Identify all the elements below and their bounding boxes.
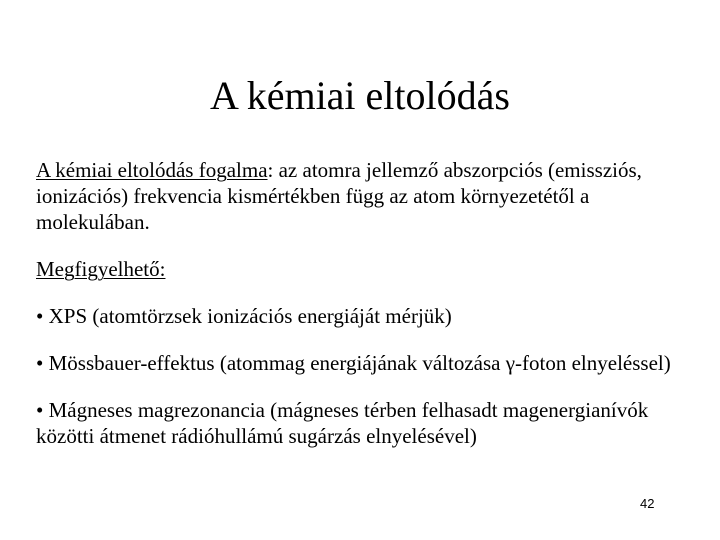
bullet-text: XPS (atomtörzsek ionizációs energiáját mérjük) <box>48 304 452 328</box>
bullet-item <box>36 397 686 449</box>
bullet-marker: • <box>36 398 44 422</box>
bullet-text: Mágneses magrezonancia (mágneses térben felhasadt magenergianívók közötti átmenet rádióhullámú sugárzás elnyelésével) <box>36 398 649 448</box>
page-number: 42 <box>640 496 655 511</box>
observable-heading <box>36 256 686 282</box>
observable-heading-text: Megfigyelhető: <box>36 257 166 281</box>
bullet-item <box>36 303 686 329</box>
bullet-item <box>36 350 686 376</box>
bullet-marker: • <box>36 351 44 375</box>
definition-term: A kémiai eltolódás fogalma <box>36 158 268 182</box>
slide-content <box>36 157 686 470</box>
bullet-text: Mössbauer-effektus (atommag energiájának változása γ-foton elnyeléssel) <box>48 351 671 375</box>
bullet-marker: • <box>36 304 44 328</box>
slide-title: A kémiai eltolódás <box>210 73 510 118</box>
definition-text: : az atomra jellemző abszorpciós (emissziós, ionizációs) frekvencia kismértékben függ az atom környezetétől a molekulában. <box>36 158 642 234</box>
definition-paragraph <box>36 157 686 235</box>
